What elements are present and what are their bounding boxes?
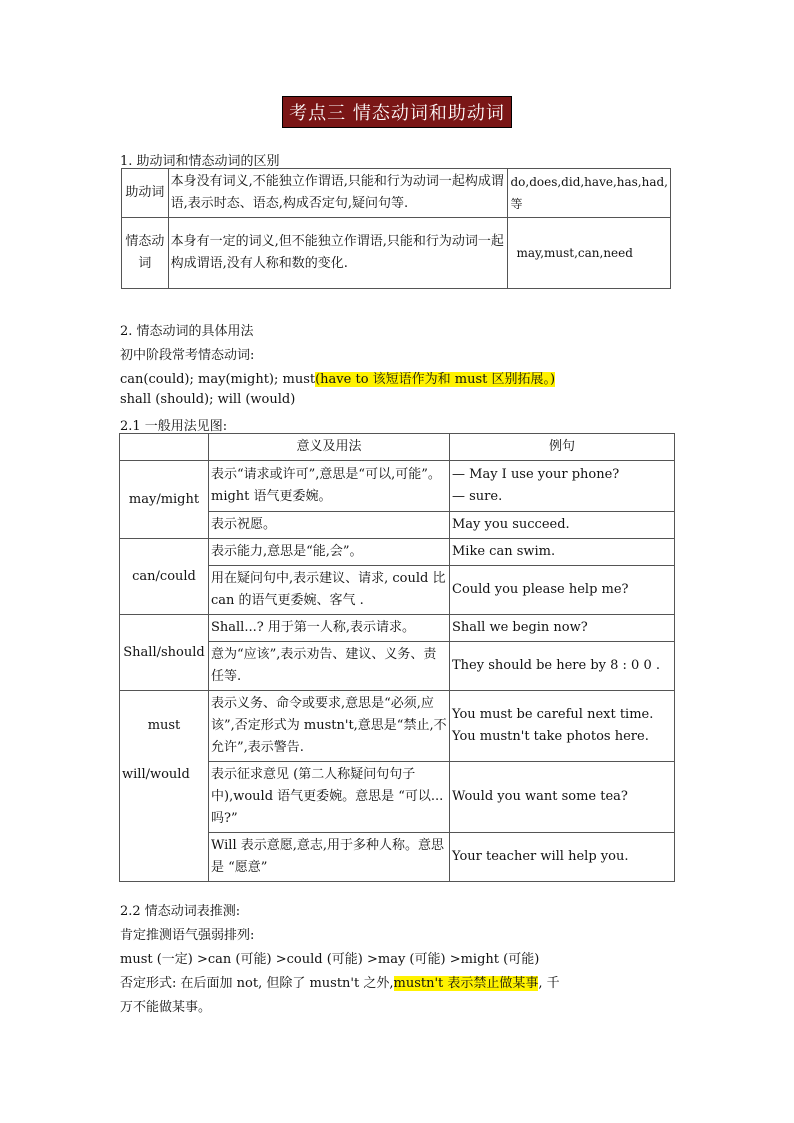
example-cell: — May I use your phone? — sure. [450,461,675,512]
header-usage: 意义及用法 [209,434,450,461]
table-header-row [120,434,675,461]
usage-cell: 表示“请求或许可”,意思是“可以,可能”。might 语气更委婉。 [209,461,450,512]
modal-list-text: can(could); may(might); must [120,372,316,387]
negative-form-line [120,972,560,991]
page-title: 考点三 情态动词和助动词 [282,96,512,128]
examples-cell: do,does,did,have,has,had,等 [508,169,671,218]
usage-cell: Will 表示意愿,意志,用于多种人称。意思是 “愿意” [209,833,450,882]
usage-cell: 表示祝愿。 [209,512,450,539]
highlight-note: (have to 该短语作为和 must 区别拓展。) [315,372,556,387]
table-row [120,762,675,833]
header-example: 例句 [450,434,675,461]
table-row [120,615,675,642]
table-row [122,169,671,218]
usage-cell: Shall...? 用于第一人称,表示请求。 [209,615,450,642]
verb-cell: Shall/should [120,615,209,691]
example-cell: Could you please help me? [450,566,675,615]
example-cell: Shall we begin now? [450,615,675,642]
modal-list-line-2: shall (should); will (would) [120,392,296,407]
examples-cell: may,must,can,need [508,218,671,289]
ranking-line: must (一定) >can (可能) >could (可能) >may (可能) >might (可能) [120,952,540,967]
modal-list-line [120,368,555,387]
description-cell: 本身有一定的词义,但不能独立作谓语,只能和行为动词一起构成谓语,没有人称和数的变化. [168,218,508,289]
table-row [120,461,675,512]
negative-form-line-2: 万不能做某事。 [120,1000,212,1015]
table-row [120,539,675,566]
example-cell: Would you want some tea? [450,762,675,833]
negative-form-text: 否定形式: 在后面加 not, 但除了 mustn't 之外, [120,976,394,991]
table-row [120,691,675,762]
example-cell: May you succeed. [450,512,675,539]
section2-heading: 2. 情态动词的具体用法 [120,324,254,339]
description-cell: 本身没有词义,不能独立作谓语,只能和行为动词一起构成谓语,表示时态、语态,构成否定句,疑问句等. [168,169,508,218]
usage-cell: 表示能力,意思是“能,会”。 [209,539,450,566]
usage-cell: 表示征求意见 (第二人称疑问句句子中),would 语气更委婉。意思是 “可以...吗?” [209,762,450,833]
usage-cell: 用在疑问句中,表示建议、请求, could 比 can 的语气更委婉、客气 . [209,566,450,615]
title-wrap [0,96,794,128]
negative-form-tail: , 千 [538,976,560,991]
table-row [122,218,671,289]
subsection-2-1: 2.1 一般用法见图: [120,419,228,434]
verb-cell: can/could [120,539,209,615]
ranking-intro: 肯定推测语气强弱排列: [120,928,255,943]
section1-heading: 1. 助动词和情态动词的区别 [120,154,280,169]
example-cell: You must be careful next time. You mustn't take photos here. [450,691,675,762]
auxiliary-vs-modal-table [121,168,671,289]
usage-cell: 意为“应该”,表示劝告、建议、义务、责任等. [209,642,450,691]
example-cell: Your teacher will help you. [450,833,675,882]
verb-cell: must [120,691,209,762]
section2-2-heading: 2.2 情态动词表推测: [120,904,241,919]
term-cell: 助动词 [122,169,169,218]
intro-line: 初中阶段常考情态动词: [120,348,255,363]
example-cell: Mike can swim. [450,539,675,566]
example-cell: They should be here by 8 : 0 0 . [450,642,675,691]
verb-cell: may/might [120,461,209,539]
highlight-mustnt: mustn't 表示禁止做某事 [393,976,539,991]
verb-cell: will/would [120,762,209,882]
usage-cell: 表示义务、命令或要求,意思是“必须,应该”,否定形式为 mustn't,意思是“禁止,不允许”,表示警告. [209,691,450,762]
modal-usage-table [119,433,675,882]
term-cell: 情态动词 [122,218,169,289]
